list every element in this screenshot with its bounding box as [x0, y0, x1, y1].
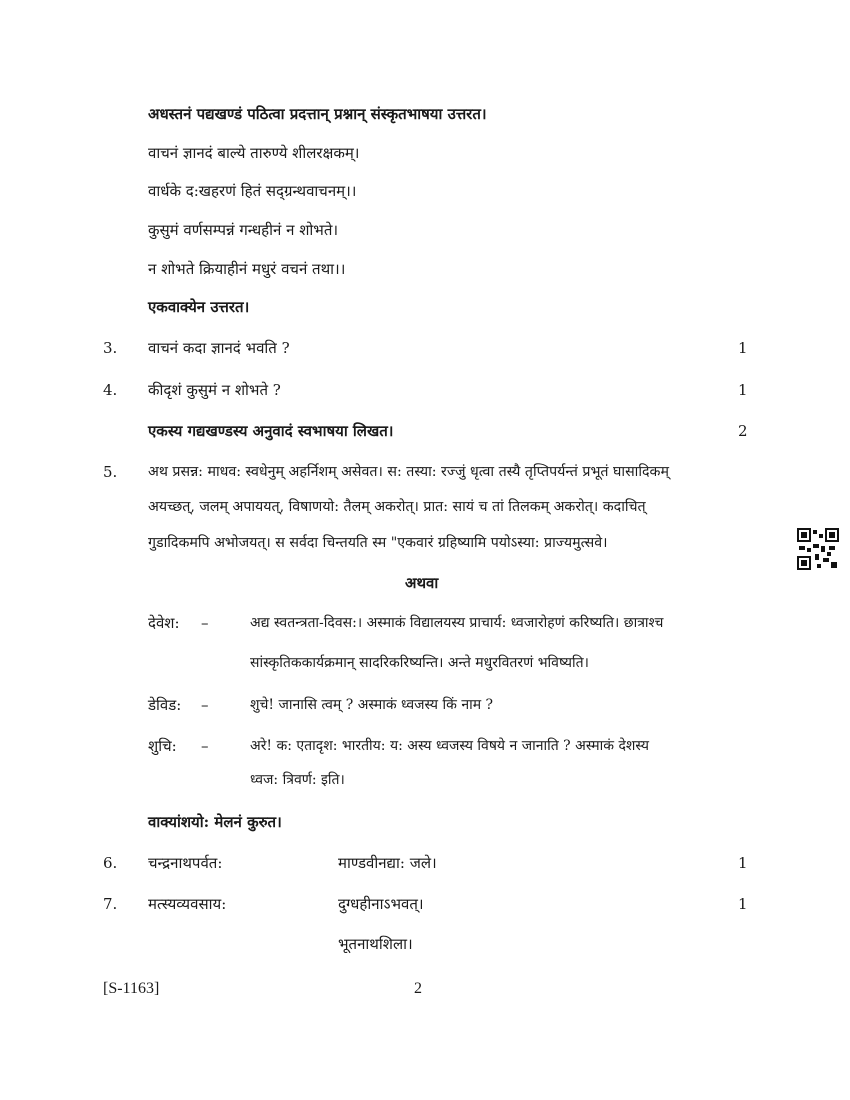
question-number: 3.	[103, 339, 118, 357]
dialogue-line: ध्वज: त्रिवर्ण: इति।	[250, 772, 345, 788]
passage-line-1: अथ प्रसन्न: माधव: स्वधेनुम् अहर्निशम् असेवत। स: तस्या: रज्जुं धृत्वा तस्यै तृप्तिपर्यन्तं प्रभूतं घासादिकम्	[148, 464, 669, 480]
question-number: 6.	[103, 854, 118, 872]
verse-line-4: न शोभते क्रियाहीनं मधुरं वचनं तथा।।	[148, 260, 346, 278]
match-right: माण्डवीनद्या: जले।	[338, 854, 437, 872]
dialogue-line: अरे! क: एतादृश: भारतीय: य: अस्य ध्वजस्य विषये न जानाति ? अस्माकं देशस्य	[250, 738, 650, 754]
speaker-name: डेविड:	[148, 696, 182, 714]
question-marks: 1	[738, 339, 748, 357]
match-right: दुग्धहीनाऽभवत्।	[338, 895, 424, 913]
paper-code: [S-1163]	[103, 980, 160, 997]
instruction-translate: एकस्य गद्यखण्डस्य अनुवादं स्वभाषया लिखत।	[148, 422, 394, 440]
verse-line-3: कुसुमं वर्णसम्पन्नं गन्धहीनं न शोभते।	[148, 221, 339, 239]
passage-line-2: अयच्छत्, जलम् अपाययत्, विषाणयो: तैलम् अकरोत्। प्रात: सायं च तां तिलकम् अकरोत्। कदाचित्	[148, 499, 646, 515]
question-marks: 1	[738, 854, 748, 872]
question-number: 5.	[103, 463, 118, 481]
or-label: अथवा	[405, 574, 439, 592]
speaker-dash: –	[201, 614, 209, 632]
speaker-dash: –	[201, 696, 209, 714]
instruction-one-sentence: एकवाक्येन उत्तरत।	[148, 298, 250, 316]
page-number: 2	[414, 980, 422, 997]
instruction-read-verse: अधस्तनं पद्यखण्डं पठित्वा प्रदत्तान् प्रश्नान् संस्कृतभाषया उत्तरत।	[148, 105, 487, 123]
dialogue-line: सांस्कृतिककार्यक्रमान् सादरिकरिष्यन्ति। अन्ते मधुरवितरणं भविष्यति।	[250, 655, 589, 671]
question-text: वाचनं कदा ज्ञानदं भवति ?	[148, 339, 290, 357]
speaker-name: शुचि:	[148, 737, 177, 755]
speaker-name: देवेश:	[148, 614, 180, 632]
speaker-dash: –	[201, 737, 209, 755]
question-marks: 2	[738, 422, 748, 440]
question-marks: 1	[738, 895, 748, 913]
match-left: चन्द्रनाथपर्वत:	[148, 854, 223, 872]
passage-line-3: गुडादिकमपि अभोजयत्। स सर्वदा चिन्तयति स्म "एकवारं ग्रहिष्यामि पयोऽस्या: प्राज्यमुत्सवे।	[148, 535, 608, 551]
verse-line-1: वाचनं ज्ञानदं बाल्ये तारुण्ये शीलरक्षकम्।	[148, 144, 360, 162]
match-left: मत्स्यव्यवसाय:	[148, 895, 227, 913]
dialogue-line: अद्य स्वतन्त्रता-दिवस:। अस्माकं विद्यालयस्य प्राचार्य: ध्वजारोहणं करिष्यति। छात्राश्च	[250, 615, 664, 631]
question-text: कीदृशं कुसुमं न शोभते ?	[148, 381, 281, 399]
question-number: 7.	[103, 895, 118, 913]
match-extra-option: भूतनाथशिला।	[338, 935, 413, 953]
dialogue-line: शुचे! जानासि त्वम् ? अस्माकं ध्वजस्य किं नाम ?	[250, 697, 494, 713]
verse-line-2: वार्धके द:खहरणं हितं सद्ग्रन्थवाचनम्।।	[148, 182, 357, 200]
qr-code-image	[797, 528, 839, 570]
question-number: 4.	[103, 381, 118, 399]
question-marks: 1	[738, 381, 748, 399]
instruction-match: वाक्यांशयो: मेलनं कुरुत।	[148, 813, 282, 831]
